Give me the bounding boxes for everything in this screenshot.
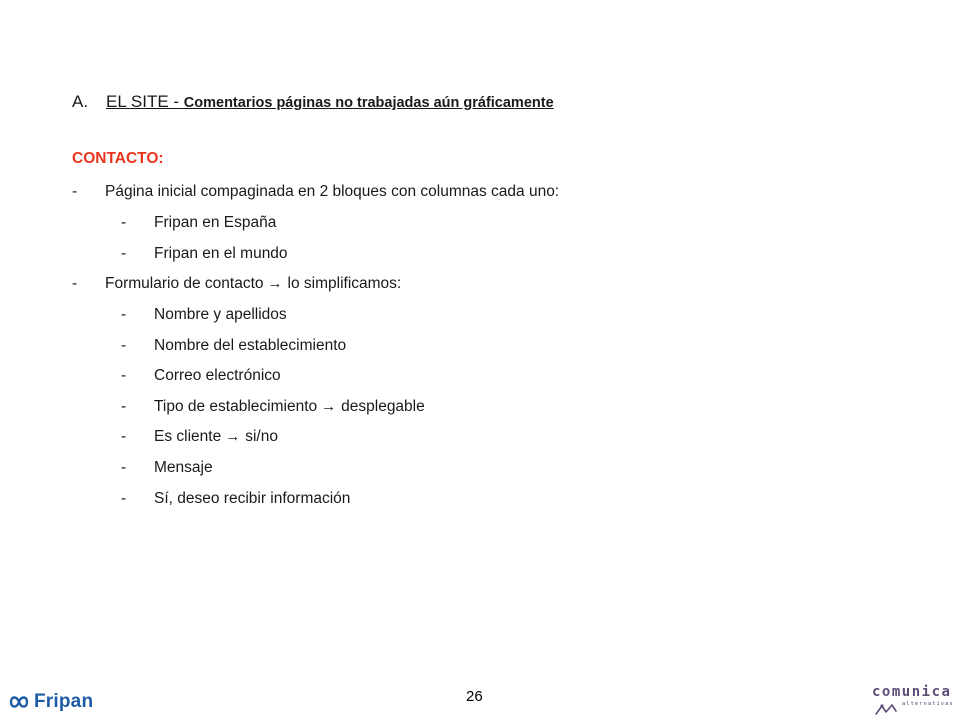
list-item-text: si/no bbox=[245, 428, 278, 445]
heading-sub: Comentarios páginas no trabajadas aún gráficamente bbox=[183, 95, 554, 111]
list-item bbox=[121, 212, 276, 234]
list-dash: - bbox=[121, 245, 127, 262]
list-dash: - bbox=[72, 275, 78, 292]
list-item bbox=[121, 457, 213, 479]
slide-heading bbox=[72, 90, 554, 115]
list-item bbox=[121, 304, 287, 326]
list-dash: - bbox=[72, 183, 78, 200]
list-dash: - bbox=[121, 214, 127, 231]
list-item bbox=[72, 181, 559, 203]
list-item-text: lo simplificamos: bbox=[287, 275, 402, 292]
list-item-text: Nombre del establecimiento bbox=[154, 337, 347, 354]
arrow-right-icon: → bbox=[321, 398, 337, 415]
fripan-logo bbox=[8, 688, 93, 716]
comunica-logo-word: comunica bbox=[872, 684, 952, 700]
list-item-text: Es cliente bbox=[154, 428, 222, 445]
list-item bbox=[121, 426, 278, 448]
list-item-text: Sí, deseo recibir información bbox=[154, 490, 351, 507]
page-number: 26 bbox=[466, 688, 483, 705]
heading-letter: A. bbox=[72, 92, 89, 111]
comunica-logo bbox=[868, 684, 954, 718]
list-dash: - bbox=[121, 398, 127, 415]
heading-main bbox=[106, 92, 554, 111]
list-item bbox=[121, 243, 288, 265]
list-item-text: Tipo de establecimiento bbox=[154, 398, 318, 415]
list-dash: - bbox=[121, 306, 127, 323]
arrow-right-icon: → bbox=[267, 275, 283, 292]
list-item-text: Fripan en el mundo bbox=[154, 245, 288, 262]
heading-main-text: EL SITE - bbox=[106, 92, 184, 111]
list-dash: - bbox=[121, 459, 127, 476]
list-dash: - bbox=[121, 367, 127, 384]
list-item-text: desplegable bbox=[341, 398, 425, 415]
comunica-logo-sub: alternativas bbox=[902, 701, 954, 707]
list-item-text: Formulario de contacto bbox=[105, 275, 264, 292]
list-item bbox=[121, 488, 350, 510]
list-item-text: Fripan en España bbox=[154, 214, 277, 231]
arrow-right-icon: → bbox=[225, 428, 241, 445]
list-item bbox=[121, 365, 281, 387]
list-item bbox=[72, 273, 401, 295]
list-dash: - bbox=[121, 490, 127, 507]
list-dash: - bbox=[121, 428, 127, 445]
section-title: CONTACTO: bbox=[72, 150, 164, 167]
list-item-text: Correo electrónico bbox=[154, 367, 281, 384]
comunica-mark-icon bbox=[874, 702, 898, 718]
list-item bbox=[121, 335, 346, 357]
list-dash: - bbox=[121, 337, 127, 354]
fripan-emblem-icon bbox=[8, 692, 30, 712]
list-item-text: Página inicial compaginada en 2 bloques con columnas cada uno: bbox=[105, 183, 560, 200]
list-item-text: Nombre y apellidos bbox=[154, 306, 287, 323]
list-item bbox=[121, 396, 425, 418]
fripan-logo-text: Fripan bbox=[34, 691, 94, 712]
list-item-text: Mensaje bbox=[154, 459, 213, 476]
